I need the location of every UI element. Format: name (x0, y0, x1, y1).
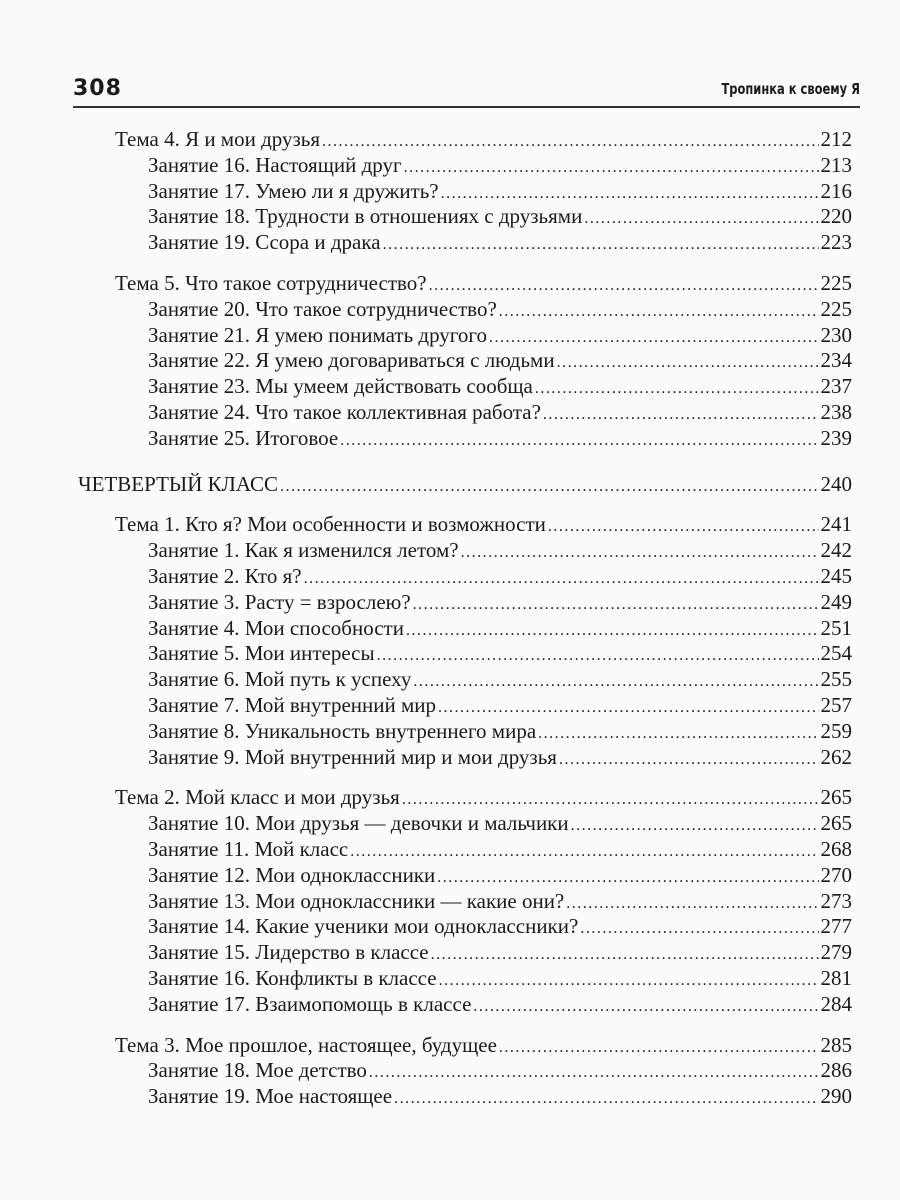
toc-group (78, 271, 852, 452)
toc-page-number: 238 (820, 399, 852, 424)
dot-leader (280, 474, 818, 500)
dot-leader (580, 916, 818, 942)
toc-entry-title: Занятие 23. Мы умеем действовать сообща (148, 374, 533, 399)
toc-topic (78, 271, 852, 297)
toc-lesson (78, 348, 852, 374)
toc-lesson (78, 616, 852, 642)
dot-leader (439, 968, 819, 994)
toc-entry-title: Тема 3. Мое прошлое, настоящее, будущее (115, 1032, 497, 1057)
toc-entry-title: Занятие 25. Итоговое (148, 425, 339, 450)
toc-lesson (78, 1058, 852, 1084)
toc-entry-title: Занятие 15. Лидерство в классе (148, 940, 429, 965)
toc-entry-title: Тема 5. Что такое сотрудничество? (115, 270, 427, 295)
dot-leader (548, 514, 819, 540)
toc-page-number: 270 (820, 862, 852, 887)
toc-page-number: 259 (820, 718, 852, 743)
dot-leader (340, 428, 818, 454)
toc-group (78, 472, 852, 498)
toc-lesson (78, 426, 852, 452)
toc-lesson (78, 179, 852, 205)
toc-group (78, 1033, 852, 1110)
toc-topic (78, 512, 852, 538)
toc-page-number: 245 (820, 563, 852, 588)
toc-page-number: 285 (820, 1032, 852, 1057)
toc-entry-title: Занятие 17. Умею ли я дружить? (148, 178, 439, 203)
toc-page-number: 213 (820, 152, 852, 177)
toc-lesson (78, 837, 852, 863)
toc-entry-title: Занятие 5. Мои интересы (148, 641, 375, 666)
dot-leader (461, 540, 819, 566)
toc-topic (78, 127, 852, 153)
toc-page-number: 239 (820, 425, 852, 450)
toc-entry-title: Занятие 16. Настоящий друг (148, 152, 402, 177)
toc-entry-title: Тема 1. Кто я? Мои особенности и возможности (115, 512, 546, 537)
dot-leader (369, 1060, 819, 1086)
toc-topic (78, 1033, 852, 1059)
toc-lesson (78, 889, 852, 915)
toc-entry-title: Занятие 2. Кто я? (148, 563, 302, 588)
toc-page-number: 255 (820, 667, 852, 692)
toc-page-number: 240 (820, 471, 852, 496)
dot-leader (413, 592, 819, 618)
dot-leader (394, 1086, 818, 1112)
toc-entry-title: Занятие 10. Мои друзья — девочки и мальчики (148, 811, 569, 836)
dot-leader (437, 865, 818, 891)
toc-page-number: 279 (820, 940, 852, 965)
toc-page-number: 262 (820, 744, 852, 769)
toc-page-number: 241 (820, 512, 852, 537)
toc-lesson (78, 590, 852, 616)
toc-lesson (78, 914, 852, 940)
dot-leader (473, 994, 818, 1020)
running-title: Тропинка к своему Я (721, 80, 860, 98)
toc-lesson (78, 719, 852, 745)
toc-entry-title: Занятие 19. Мое настоящее (148, 1084, 393, 1109)
toc-page-number: 265 (820, 785, 852, 810)
dot-leader (571, 813, 819, 839)
toc-page-number: 284 (820, 991, 852, 1016)
table-of-contents (78, 127, 852, 1110)
dot-leader (322, 129, 818, 155)
page-number: 308 (73, 76, 122, 101)
toc-lesson (78, 667, 852, 693)
dot-leader (413, 669, 818, 695)
dot-leader (535, 376, 819, 402)
toc-lesson (78, 745, 852, 771)
dot-leader (559, 747, 819, 773)
toc-entry-title: ЧЕТВЕРТЫЙ КЛАСС (78, 471, 279, 496)
toc-entry-title: Занятие 18. Мое детство (148, 1058, 367, 1083)
dot-leader (350, 839, 818, 865)
toc-page-number: 216 (820, 178, 852, 203)
toc-entry-title: Тема 4. Я и мои друзья (115, 127, 321, 151)
toc-page-number: 223 (820, 230, 852, 255)
toc-lesson (78, 230, 852, 256)
toc-lesson (78, 400, 852, 426)
toc-entry-title: Занятие 6. Мой путь к успеху (148, 667, 412, 692)
toc-page-number: 234 (820, 348, 852, 373)
dot-leader (429, 273, 819, 299)
toc-lesson (78, 940, 852, 966)
toc-section (78, 472, 852, 498)
toc-page-number: 286 (820, 1058, 852, 1083)
toc-topic (78, 785, 852, 811)
toc-page-number: 277 (820, 914, 852, 939)
toc-lesson (78, 641, 852, 667)
toc-group (78, 127, 852, 256)
toc-page-number: 225 (820, 296, 852, 321)
toc-page-number: 268 (820, 836, 852, 861)
dot-leader (304, 566, 819, 592)
toc-page-number: 225 (820, 270, 852, 295)
toc-page-number: 265 (820, 811, 852, 836)
toc-entry-title: Занятие 11. Мой класс (148, 836, 349, 861)
dot-leader (538, 721, 818, 747)
toc-entry-title: Занятие 19. Ссора и драка (148, 230, 381, 255)
toc-page-number: 237 (820, 374, 852, 399)
toc-page-number: 212 (820, 127, 852, 151)
toc-page-number: 273 (820, 888, 852, 913)
toc-lesson (78, 204, 852, 230)
toc-entry-title: Занятие 7. Мой внутренний мир (148, 692, 437, 717)
toc-lesson (78, 374, 852, 400)
toc-lesson (78, 693, 852, 719)
toc-group (78, 785, 852, 1017)
toc-entry-title: Занятие 22. Я умею договариваться с людьми (148, 348, 555, 373)
toc-entry-title: Занятие 21. Я умею понимать другого (148, 322, 487, 347)
dot-leader (441, 181, 819, 207)
toc-page-number: 249 (820, 589, 852, 614)
toc-lesson (78, 863, 852, 889)
dot-leader (566, 891, 818, 917)
toc-entry-title: Занятие 1. Как я изменился летом? (148, 538, 459, 563)
dot-leader (499, 299, 819, 325)
dot-leader (402, 787, 819, 813)
toc-lesson (78, 153, 852, 179)
toc-entry-title: Занятие 24. Что такое коллективная работа? (148, 399, 541, 424)
toc-group (78, 512, 852, 770)
toc-entry-title: Занятие 4. Мои способности (148, 615, 404, 640)
toc-page-number: 220 (820, 204, 852, 229)
toc-entry-title: Занятие 9. Мой внутренний мир и мои друзья (148, 744, 557, 769)
toc-page-number: 257 (820, 692, 852, 717)
toc-entry-title: Занятие 8. Уникальность внутреннего мира (148, 718, 537, 743)
toc-lesson (78, 992, 852, 1018)
dot-leader (499, 1035, 819, 1061)
dot-leader (406, 618, 819, 644)
dot-leader (383, 232, 819, 258)
dot-leader (431, 942, 819, 968)
dot-leader (438, 695, 818, 721)
toc-entry-title: Занятие 16. Конфликты в классе (148, 965, 437, 990)
dot-leader (557, 350, 819, 376)
toc-page-number: 281 (820, 965, 852, 990)
toc-page-number: 230 (820, 322, 852, 347)
toc-lesson (78, 811, 852, 837)
running-header (73, 76, 860, 108)
dot-leader (404, 155, 819, 181)
toc-lesson (78, 323, 852, 349)
toc-entry-title: Занятие 14. Какие ученики мои одноклассники? (148, 914, 579, 939)
dot-leader (584, 206, 818, 232)
toc-page-number: 290 (820, 1084, 852, 1109)
toc-lesson (78, 538, 852, 564)
toc-lesson (78, 1084, 852, 1110)
toc-page-number: 251 (820, 615, 852, 640)
toc-lesson (78, 564, 852, 590)
toc-lesson (78, 297, 852, 323)
toc-entry-title: Тема 2. Мой класс и мои друзья (115, 785, 400, 810)
toc-entry-title: Занятие 18. Трудности в отношениях с друзьями (148, 204, 583, 229)
toc-lesson (78, 966, 852, 992)
dot-leader (543, 402, 819, 428)
toc-entry-title: Занятие 3. Расту = взрослею? (148, 589, 411, 614)
dot-leader (489, 325, 819, 351)
toc-entry-title: Занятие 12. Мои одноклассники (148, 862, 436, 887)
toc-page-number: 254 (820, 641, 852, 666)
toc-entry-title: Занятие 20. Что такое сотрудничество? (148, 296, 497, 321)
dot-leader (377, 643, 819, 669)
toc-entry-title: Занятие 17. Взаимопомощь в классе (148, 991, 472, 1016)
toc-entry-title: Занятие 13. Мои одноклассники — какие они? (148, 888, 565, 913)
toc-page-number: 242 (820, 538, 852, 563)
